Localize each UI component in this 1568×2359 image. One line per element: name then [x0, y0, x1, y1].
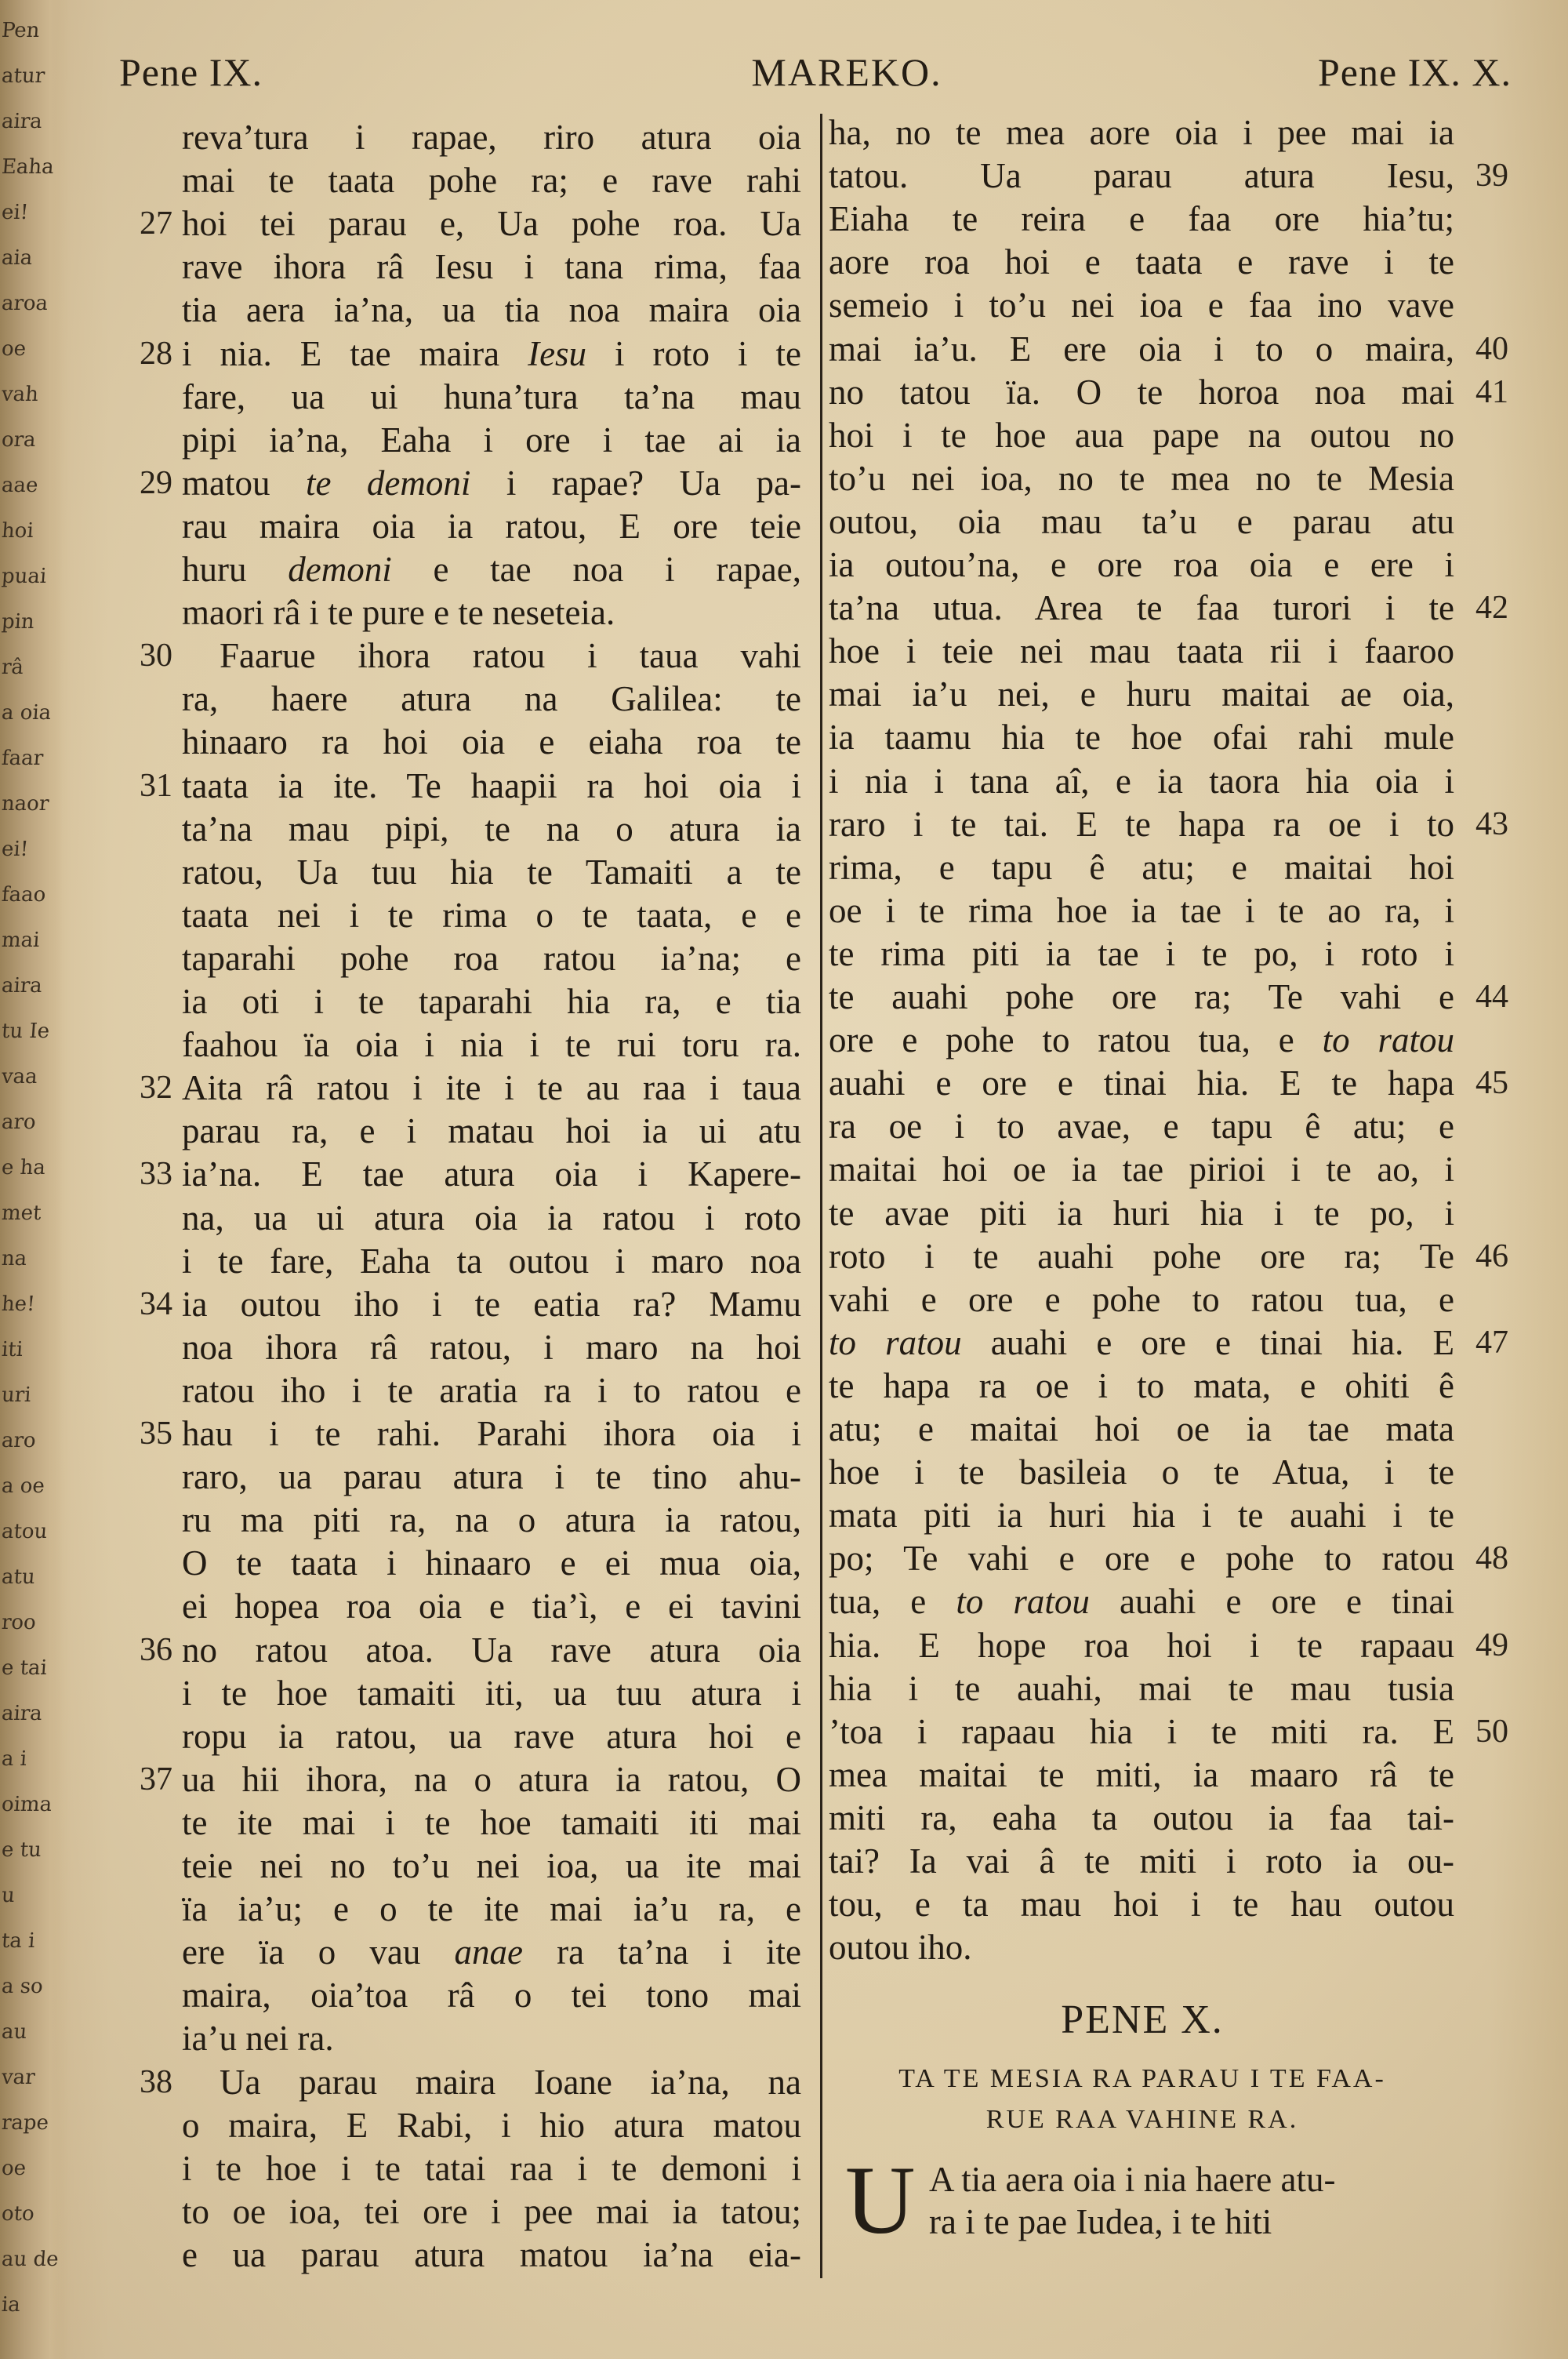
verse-number: 28 [140, 335, 172, 372]
text-line: to ratou auahi e ore e tinai hia. E [829, 1322, 1454, 1362]
text-line: atu; e maitai hoi oe ia tae mata [829, 1409, 1454, 1448]
verse-number: 27 [140, 205, 172, 242]
text-line: no ratou atoa. Ua rave atura oia [182, 1630, 801, 1670]
text-line: rau maira oia ia ratou, E ore teie [182, 506, 801, 546]
text-line: ia oti i te taparahi hia ra, e tia [182, 982, 801, 1021]
text-line: raro i te tai. E te hapa ra oe i to [829, 804, 1454, 844]
text-line: ia outou iho i te eatia ra? Mamu [182, 1284, 801, 1324]
text-line: hoe i te basileia o te Atua, i te [829, 1452, 1454, 1492]
verse-number: 37 [140, 1761, 172, 1797]
italic-word: demoni [288, 550, 392, 589]
text-line: ia taamu hia te hoe ofai rahi mule [829, 718, 1454, 758]
edge-fragment: na [0, 1247, 28, 1270]
text-line: ropu ia ratou, ua rave atura hoi e [182, 1716, 801, 1756]
text-line: taparahi pohe roa ratou ia’na; e [182, 938, 801, 978]
chapter-heading: PENE X. [1061, 1997, 1224, 2042]
text-line: no tatou ïa. O te horoa noa mai [829, 372, 1454, 412]
text-line: hoe i teie nei mau taata rii i faaroo [829, 631, 1454, 671]
text-line: po; Te vahi e ore e pohe to ratou [829, 1539, 1454, 1579]
text-line: i nia i tana aî, e ia taora hia oia i [829, 761, 1454, 801]
verse-number: 45 [1475, 1065, 1508, 1102]
text-line: rima, e tapu ê atu; e maitai hoi [829, 847, 1454, 887]
edge-fragment: e tai [0, 1656, 48, 1680]
edge-fragment: u [0, 1884, 16, 1907]
edge-fragment: a so [0, 1975, 44, 1998]
verse-number: 36 [140, 1631, 172, 1668]
edge-fragment: faao [0, 883, 47, 907]
text-line: ia outou’na, e ore roa oia e ere i [829, 545, 1454, 584]
text-line: ia’na. E tae atura oia i Kapere- [182, 1154, 801, 1194]
text-line: vahi e ore e pohe to ratou tua, e [829, 1279, 1454, 1319]
text-line: maira, oia’toa râ o tei tono mai [182, 1976, 801, 2016]
verse-number: 46 [1475, 1238, 1508, 1274]
edge-fragment: aira [0, 974, 43, 998]
italic-word: anae [454, 1932, 523, 1972]
verse-number: 31 [140, 767, 172, 804]
text-line: matou te demoni i rapae? Ua pa- [182, 463, 802, 503]
adjacent-page-edge [0, 0, 63, 2359]
verse-number: 49 [1475, 1627, 1508, 1663]
italic-word: to ratou [956, 1582, 1090, 1622]
verse-number: 38 [140, 2063, 172, 2100]
text-line: ’toa i rapaau hia i te miti ra. E [829, 1711, 1454, 1751]
text-line: te avae piti ia huri hia i te po, i [829, 1193, 1454, 1233]
text-line: miti ra, eaha ta outou ia faa tai- [829, 1797, 1454, 1837]
text-line: oe i te rima hoe ia tae i te ao ra, i [829, 890, 1454, 930]
text-line: Ua parau maira Ioane ia’na, na [220, 2062, 801, 2102]
verse-number: 33 [140, 1156, 172, 1193]
verse-number: 43 [1475, 805, 1508, 842]
edge-fragment: aia [0, 246, 34, 270]
text-line: pipi ia’na, Eaha i ore i tae ai ia [182, 420, 801, 460]
edge-fragment: aira [0, 110, 43, 133]
verse-number: 40 [1475, 330, 1508, 367]
text-line: rave ihora râ Iesu i tana rima, faa [182, 247, 801, 287]
text-line: tua, e to ratou auahi e ore e tinai [829, 1582, 1454, 1622]
edge-fragment: ora [0, 428, 37, 452]
text-line: te hapa ra oe i to mata, e ohiti ê [829, 1365, 1454, 1405]
italic-word: to ratou [829, 1322, 962, 1362]
verse-number: 47 [1475, 1324, 1508, 1361]
text-line: mai ia’u. E ere oia i to o maira, [829, 329, 1454, 369]
edge-fragment: au de [0, 2248, 60, 2271]
text-line: mata piti ia huri hia i te auahi i te [829, 1496, 1454, 1536]
verse-number: 29 [140, 464, 172, 501]
edge-fragment: aro [0, 1429, 37, 1452]
italic-word: Iesu [528, 333, 587, 373]
edge-fragment: pin [0, 610, 35, 634]
edge-fragment: naor [0, 792, 50, 816]
column-rule [820, 114, 822, 2278]
drop-cap: U [845, 2146, 916, 2254]
edge-fragment: Pen [0, 19, 41, 42]
edge-fragment: aae [0, 474, 39, 497]
text-line: ha, no te mea aore oia i pee mai ia [829, 113, 1454, 152]
text-line: ra, haere atura na Galilea: te [182, 679, 801, 719]
text-line: faahou ïa oia i nia i te rui toru ra. [182, 1025, 801, 1065]
text-line: Faarue ihora ratou i taua vahi [220, 636, 801, 676]
verse-number: 35 [140, 1416, 172, 1452]
edge-fragment: ta i [0, 1929, 36, 1953]
edge-fragment: rape [0, 2111, 50, 2135]
edge-fragment: râ [0, 656, 24, 679]
verse-number: 34 [140, 1285, 172, 1322]
chapter-text-line-1: A tia aera oia i nia haere atu- [929, 2160, 1336, 2199]
text-line: te rima piti ia tae i te po, i roto i [829, 933, 1454, 973]
text-line: ta’na utua. Area te faa turori i te [829, 588, 1454, 628]
verse-number: 39 [1475, 158, 1508, 194]
text-line: te auahi pohe ore ra; Te vahi e [829, 977, 1454, 1016]
edge-fragment: oe [0, 2157, 27, 2180]
edge-fragment: var [0, 2066, 36, 2089]
text-line: aore roa hoi e taata e rave i te [829, 242, 1454, 282]
text-line: mai te taata pohe ra; e rave rahi [182, 161, 801, 201]
text-line: ïa ia’u; e o te ite mai ia’u ra, e [182, 1889, 801, 1929]
italic-word: te demoni [305, 463, 471, 503]
italic-word: to ratou [1322, 1020, 1454, 1060]
text-line: te ite mai i te hoe tamaiti iti mai [182, 1802, 801, 1842]
edge-fragment: oima [0, 1793, 53, 1816]
text-line: roto i te auahi pohe ore ra; Te [829, 1236, 1454, 1276]
text-line: ore e pohe to ratou tua, e to ratou [829, 1020, 1454, 1060]
text-line: ra oe i to avae, e tapu ê atu; e [829, 1107, 1454, 1147]
text-line: tia aera ia’na, ua tia noa maira oia [182, 290, 801, 330]
edge-fragment: atu [0, 1565, 36, 1589]
verse-number: 44 [1475, 979, 1508, 1015]
text-line: i te hoe i te tatai raa i te demoni i [182, 2148, 801, 2188]
edge-fragment: vah [0, 383, 39, 406]
text-line: o maira, E Rabi, i hio atura matou [182, 2105, 801, 2145]
edge-fragment: tu Ie [0, 1020, 51, 1043]
text-line: ru ma piti ra, na o atura ia ratou, [182, 1500, 801, 1540]
text-line: maori râ i te pure e te neseteia. [182, 593, 615, 633]
edge-fragment: Eaha [0, 155, 55, 179]
edge-fragment: aroa [0, 292, 49, 315]
text-line: mai ia’u nei, e huru maitai ae oia, [829, 674, 1454, 714]
chapter-text-line-2: ra i te pae Iudea, i te hiti [929, 2202, 1272, 2241]
edge-fragment: oto [0, 2202, 35, 2226]
edge-fragment: e tu [0, 1838, 42, 1862]
text-line: hoi tei parau e, Ua pohe roa. Ua [182, 204, 801, 244]
verse-number: 48 [1475, 1540, 1508, 1577]
text-line: maitai hoi oe ia tae pirioi i te ao, i [829, 1150, 1454, 1190]
text-line: hau i te rahi. Parahi ihora oia i [182, 1414, 801, 1453]
edge-fragment: aira [0, 1702, 43, 1725]
running-head-left: Pene IX. [119, 50, 263, 94]
text-line: hoi i te hoe aua pape na outou no [829, 415, 1454, 455]
text-line: ere ïa o vau anae ra ta’na i ite [182, 1932, 801, 1972]
text-line: hinaaro ra hoi oia e eiaha roa te [182, 722, 801, 762]
text-line: to’u nei ioa, no te mea no te Mesia [829, 458, 1454, 498]
edge-fragment: au [0, 2020, 28, 2044]
edge-fragment: a i [0, 1747, 28, 1771]
text-line: reva’tura i rapae, riro atura oia [182, 118, 801, 157]
edge-fragment: hoi [0, 519, 34, 543]
text-line: e ua parau atura matou ia’na eia- [182, 2234, 801, 2274]
text-line: i te fare, Eaha ta outou i maro noa [182, 1241, 801, 1281]
text-line: semeio i to’u nei ioa e faa ino vave [829, 285, 1454, 325]
edge-fragment: a oia [0, 701, 53, 725]
edge-fragment: ei! [0, 838, 30, 861]
text-line: mea maitai te miti, ia maaro râ te [829, 1754, 1454, 1794]
text-line: teie nei no to’u nei ioa, ua ite mai [182, 1846, 801, 1885]
edge-fragment: ia [0, 2293, 21, 2317]
text-line: ua hii ihora, na o atura ia ratou, O [182, 1759, 801, 1799]
text-line: i nia. E tae maira Iesu i roto i te [182, 333, 802, 373]
text-line: Aita râ ratou i ite i te au raa i taua [182, 1068, 801, 1108]
verse-number: 41 [1475, 373, 1508, 410]
text-line: Eiaha te reira e faa ore hia’tu; [829, 199, 1454, 239]
edge-fragment: roo [0, 1611, 37, 1634]
running-head-right: Pene IX. X. [1317, 50, 1512, 94]
edge-fragment: aro [0, 1110, 37, 1134]
text-line: i te hoe tamaiti iti, ua tuu atura i [182, 1673, 801, 1713]
text-line: huru demoni e tae noa i rapae, [182, 550, 801, 589]
text-line: tai? Ia vai â te miti i roto ia ou- [829, 1841, 1454, 1881]
verse-number: 50 [1475, 1713, 1508, 1750]
text-line: taata nei i te rima o te taata, e e [182, 895, 801, 935]
edge-fragment: oe [0, 337, 27, 361]
text-line: hia i te auahi, mai te mau tusia [829, 1668, 1454, 1708]
text-line: outou iho. [829, 1928, 972, 1968]
running-head-title: MAREKO. [751, 50, 942, 94]
edge-fragment: uri [0, 1383, 32, 1407]
text-line: tou, e ta mau hoi i te hau outou [829, 1885, 1454, 1925]
edge-fragment: a oe [0, 1474, 45, 1498]
text-line: tatou. Ua parau atura Iesu, [829, 156, 1454, 196]
text-line: ratou iho i te aratia ra i to ratou e [182, 1370, 801, 1410]
text-line: ratou, Ua tuu hia te Tamaiti a te [182, 852, 801, 892]
chapter-summary-line-1: TA TE MESIA RA PARAU I TE FAA- [898, 2064, 1386, 2093]
edge-fragment: atou [0, 1520, 49, 1543]
edge-fragment: met [0, 1201, 42, 1225]
text-line: ia’u nei ra. [182, 2019, 334, 2059]
text-line: ei hopea roa oia e tia’ì, e ei tavini [182, 1587, 801, 1627]
text-line: hia. E hope roa hoi i te rapaau [829, 1625, 1454, 1665]
edge-fragment: puai [0, 565, 48, 588]
text-line: raro, ua parau atura i te tino ahu- [182, 1457, 801, 1497]
text-line: O te taata i hinaaro e ei mua oia, [182, 1543, 801, 1583]
edge-fragment: ei! [0, 201, 30, 224]
edge-fragment: e ha [0, 1156, 46, 1180]
text-line: parau ra, e i matau hoi ia ui atu [182, 1111, 801, 1151]
edge-fragment: faar [0, 747, 45, 770]
verse-number: 30 [140, 638, 172, 674]
text-line: fare, ua ui huna’tura ta’na mau [182, 376, 801, 416]
text-line: noa ihora râ ratou, i maro na hoi [182, 1327, 801, 1367]
verse-number: 32 [140, 1070, 172, 1107]
edge-fragment: mai [0, 929, 41, 952]
edge-fragment: he! [0, 1292, 36, 1316]
verse-number: 42 [1475, 590, 1508, 627]
chapter-summary-line-2: RUE RAA VAHINE RA. [985, 2105, 1299, 2134]
edge-fragment: vaa [0, 1065, 38, 1089]
text-line: taata ia ite. Te haapii ra hoi oia i [182, 765, 801, 805]
text-line: to oe ioa, tei ore i pee mai ia tatou; [182, 2191, 801, 2231]
edge-fragment: iti [0, 1338, 24, 1361]
text-line: na, ua ui atura oia ia ratou i roto [182, 1198, 801, 1238]
text-line: ta’na mau pipi, te na o atura ia [182, 809, 801, 849]
text-line: outou, oia mau ta’u e parau atu [829, 501, 1454, 541]
edge-fragment: atur [0, 64, 46, 88]
text-line: auahi e ore e tinai hia. E te hapa [829, 1063, 1454, 1103]
